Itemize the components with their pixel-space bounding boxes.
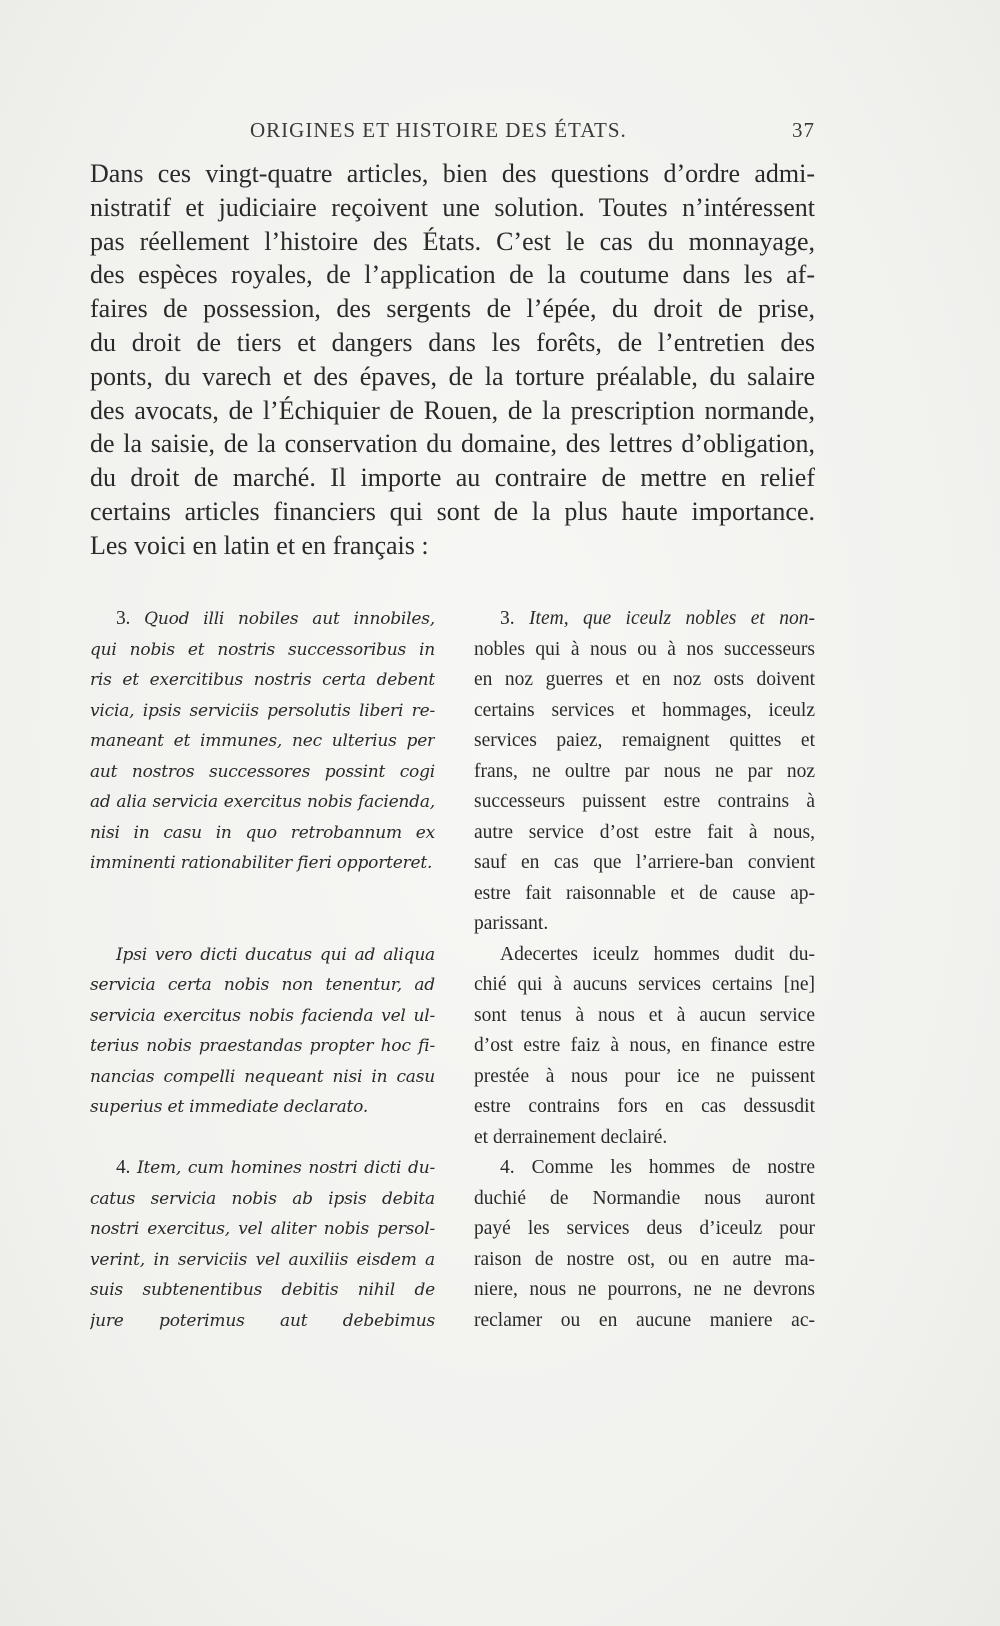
french-column [474, 604, 815, 1336]
latin-column [90, 604, 435, 1336]
latin-line: nostri exercitus, vel aliter nobis persol- [90, 1219, 435, 1239]
latin-article-3-number: 3. [116, 608, 131, 629]
french-article-4-first-line [474, 1153, 815, 1184]
page-number: 37 [792, 118, 815, 142]
latin-line: servicia exercitus nobis facienda vel ul- [90, 1005, 435, 1026]
latin-line: verint, in serviciis vel auxiliis eisdem a [90, 1249, 435, 1270]
french-line: d’ost estre faiz à nous, en finance estre [474, 1035, 815, 1056]
latin-line: superius et immediate declarato. [90, 1097, 369, 1117]
body-line: faires de possession, des sergents de l’épée, du droit de prise, [90, 294, 815, 324]
latin-line: nancias compelli nequeant nisi in casu [90, 1066, 435, 1087]
french-line: certains services et hommages, iceulz [474, 699, 815, 721]
latin-line: catus servicia nobis ab ipsis debita [90, 1188, 435, 1209]
french-line: reclamer ou en aucune maniere ac- [474, 1309, 815, 1331]
french-line: prestée à nous pour ice ne puissent [474, 1065, 815, 1087]
intro-paragraph [90, 157, 815, 563]
latin-line: aut nostros successores possint cogi [90, 761, 435, 782]
french-line: sauf en cas que l’arriere-ban convient [474, 852, 815, 873]
latin-article-4-first-line [90, 1153, 435, 1184]
latin-line: imminenti rationabiliter fieri opporteret. [90, 853, 433, 873]
paragraph-gap [90, 879, 435, 910]
french-line: services paiez, remaignent quittes et [474, 730, 815, 751]
latin-line: nisi in casu in quo retrobannum ex [90, 822, 435, 843]
latin-line: suis subtenentibus debitis nihil de [90, 1280, 435, 1300]
french-line: frans, ne oultre par nous ne par noz [474, 760, 815, 782]
french-article-4-number: 4. [500, 1157, 515, 1178]
french-line: successeurs puissent estre contrains à [474, 791, 815, 812]
french-line: Item, que iceulz nobles et non- [529, 608, 815, 629]
french-line: payé les services deus d’iceulz pour [474, 1218, 815, 1239]
latin-line: terius nobis praestandas propter hoc fi- [90, 1036, 435, 1056]
latin-line: ris et exercitibus nostris certa debent [90, 670, 435, 690]
latin-article-3-first-line [90, 604, 435, 635]
latin-line: servicia certa nobis non tenentur, ad [90, 975, 435, 995]
latin-line: ad alia servicia exercitus nobis facienda, [90, 792, 435, 812]
french-line: raison de nostre ost, ou en autre ma- [474, 1248, 815, 1270]
body-line: nistratif et judiciaire reçoivent une solution. Toutes n’intéressent [90, 192, 815, 222]
latin-line: Ipsi vero dicti ducatus qui ad aliqua [116, 944, 435, 965]
running-title: ORIGINES ET HISTOIRE DES ÉTATS. [250, 118, 627, 142]
french-line: autre service d’ost estre fait à nous, [474, 821, 815, 843]
body-line: des avocats, de l’Échiquier de Rouen, de la prescription normande, [90, 395, 815, 425]
french-article-3-number: 3. [500, 608, 515, 629]
latin-line: vicia, ipsis serviciis persolutis liberi re- [90, 700, 435, 721]
french-line: duchié de Normandie nous auront [474, 1187, 815, 1209]
paragraph-gap [90, 1123, 435, 1154]
body-line: du droit de tiers et dangers dans les forêts, de l’entretien des [90, 327, 815, 357]
body-line: Dans ces vingt-quatre articles, bien des questions d’ordre admi- [90, 159, 815, 188]
body-line: ponts, du varech et des épaves, de la torture préalable, du salaire [90, 361, 815, 391]
body-line: pas réellement l’histoire des États. C’est le cas du monnayage, [90, 226, 815, 256]
french-article-3-first-line [474, 604, 815, 635]
latin-line: qui nobis et nostris successoribus in [90, 639, 435, 660]
latin-article-4-number: 4. [116, 1157, 131, 1178]
latin-line: maneant et immunes, nec ulterius per [90, 731, 435, 751]
french-line: estre fait raisonnable et de cause ap- [474, 882, 815, 904]
french-line: et derrainement declairé. [474, 1126, 668, 1148]
french-line: estre contrains fors en cas dessusdit [474, 1096, 815, 1117]
running-header [90, 118, 815, 148]
body-line: des espèces royales, de l’application de la coutume dans les af- [90, 260, 815, 290]
french-line: Adecertes iceulz hommes dudit du- [500, 943, 815, 965]
latin-line: jure poterimus aut debebimus [90, 1310, 435, 1331]
body-line: Les voici en latin et en français : [90, 530, 429, 560]
latin-line: Quod illi nobiles aut innobiles, [144, 609, 435, 629]
french-line: niere, nous ne pourrons, ne ne devrons [474, 1279, 815, 1300]
paragraph-gap [90, 909, 435, 940]
french-line: en noz guerres et en noz osts doivent [474, 669, 815, 690]
french-line: parissant. [474, 913, 549, 934]
french-line: nobles qui à nous ou à nos successeurs [474, 638, 815, 660]
body-line: certains articles financiers qui sont de la plus haute importance. [90, 496, 815, 526]
french-line: chié qui à aucuns services certains [ne] [474, 974, 815, 995]
french-line: sont tenus à nous et à aucun service [474, 1004, 815, 1026]
body-line: de la saisie, de la conservation du domaine, des lettres d’obligation, [90, 429, 815, 459]
body-line: du droit de marché. Il importe au contraire de mettre en relief [90, 463, 815, 493]
french-line: Comme les hommes de nostre [531, 1157, 815, 1178]
latin-line: Item, cum homines nostri dicti du- [136, 1158, 435, 1178]
